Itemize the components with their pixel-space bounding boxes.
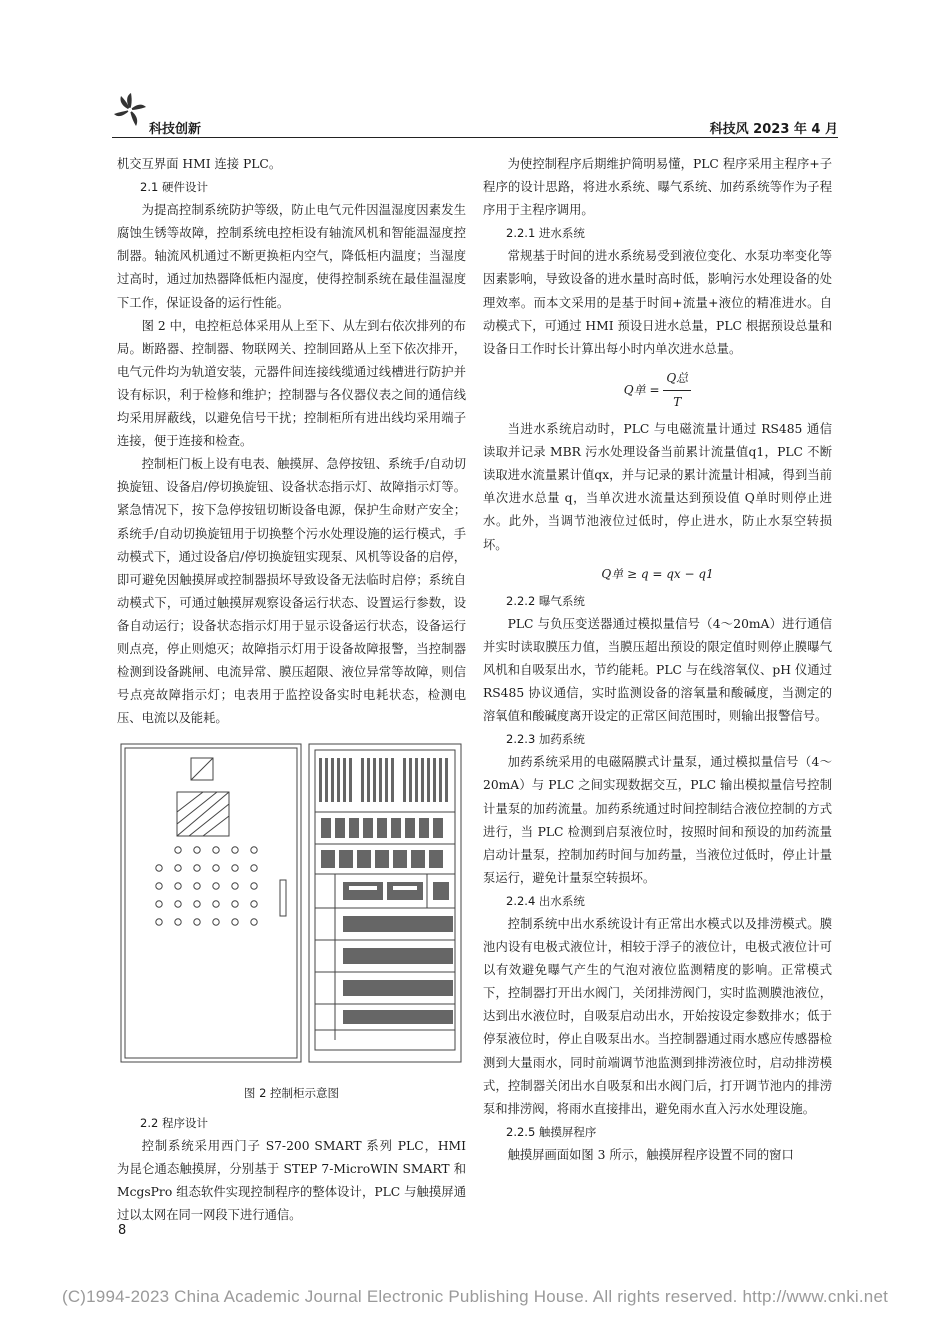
section-heading-2-2-2: 2.2.2 曝气系统 <box>506 593 585 608</box>
section-heading-2-2-4: 2.2.4 出水系统 <box>506 893 585 908</box>
paragraph: 为提高控制系统防护等级，防止电气元件因温湿度因素发生腐蚀生锈等故障，控制系统电控柜设有轴流风机和智能温湿度控制器。轴流风机通过不断更换柜内空气，降低柜内温度；当湿度过高时，通过加热器降低柜内湿度，使得控制系统在最佳温湿度下工作，保证设备的运行性能。 <box>117 203 466 310</box>
formula-numerator: Q总 <box>663 367 691 391</box>
formula-single-intake <box>483 367 832 414</box>
paragraph: 图 2 中，电控柜总体采用从上至下、从左到右依次排列的布局。断路器、控制器、物联网关、控制回路从上至下依次排开，电气元件均为轨道安装，元器件间连接线缆通过线槽进行防护并设有标识，利于检修和维护；控制器与各仪器仪表之间的通信线均采用屏蔽线，以避免信号干扰；控制柜所有进出线均采用端子连接，便于连接和检查。 <box>117 318 466 449</box>
journal-logo-icon <box>112 92 148 128</box>
control-cabinet-figure <box>117 740 466 1068</box>
figure-caption: 图 2 控制柜示意图 <box>243 1086 340 1101</box>
paragraph: PLC 与负压变送器通过模拟量信号（4～20mA）进行通信并实时读取膜压力值，当膜压超出预设的限定值时则停止膜曝气风机和自吸泵出水，节约能耗。PLC 与在线溶氧仪、pH 仪通过 RS485 协议通信，实时监测设备的溶氧量和酸碱度，当测定的溶氧值和酸碱度离开设定的正常区间范围时，则输出报警信号。 <box>483 616 832 724</box>
section-heading-2-2-1: 2.2.1 进水系统 <box>506 226 585 241</box>
paragraph: 当进水系统启动时，PLC 与电磁流量计通过 RS485 通信读取并记录 MBR 污水处理设备当前累计流量值q1，PLC 不断读取进水流量累计值qx，并与记录的累计流量计相减，得到当前单次进水总量 q，当单次进水流量达到预设值 Q单时则停止进水。此外，当调节池液位过低时，停止进水，防止水泵空转损坏。 <box>483 422 832 552</box>
section-heading-2-2-3: 2.2.3 加药系统 <box>506 732 585 747</box>
section-heading-2-2-5: 2.2.5 触摸屏程序 <box>506 1124 597 1139</box>
page-number: 8 <box>118 1223 127 1238</box>
formula-lhs: Q单 = <box>623 382 660 397</box>
right-column <box>483 153 832 1167</box>
copyright-footer: (C)1994-2023 China Academic Journal Electronic Publishing House. All rights reserved. http://www.cnki.net <box>61 1287 889 1306</box>
paragraph: 机交互界面 HMI 连接 PLC。 <box>117 157 282 171</box>
page-header <box>112 92 838 137</box>
formula-stop-condition: Q单 ≥ q = qx − q1 <box>601 566 714 581</box>
formula-fraction <box>663 367 691 414</box>
paragraph: 控制系统中出水系统设计有正常出水模式以及排涝模式。膜池内设有电极式液位计，相较于浮子的液位计，电极式液位计可以有效避免曝气产生的气泡对液位监测精度的影响。正常模式下，控制器打开出水阀门，关闭排涝阀门，实时监测膜池液位，达到出水液位时，自吸泵启动出水，开始按设定参数排水；低于停泵液位时，停止自吸泵出水。当控制器通过雨水感应传感器检测到大量雨水，同时前端调节池监测到排涝液位时，启动排涝模式，控制器关闭出水自吸泵和出水阀门后，打开调节池内的排涝泵和排涝阀，将雨水直接排出，避免雨水直入污水处理设施。 <box>483 917 832 1116</box>
paragraph: 加药系统采用的电磁隔膜式计量泵，通过模拟量信号（4～20mA）与 PLC 之间实现数据交互，PLC 输出模拟量信号控制计量泵的加药流量。加药系统通过时间控制结合液位控制的方式进行，当 PLC 检测到启泵液位时，按照时间和预设的加药流量启动计量泵，控制加药时间与加药量，当液位过低时，停止计量泵运行，避免计量泵空转损坏。 <box>483 755 832 885</box>
journal-issue-label: 科技风 2023 年 4 月 <box>709 122 838 137</box>
paragraph: 常规基于时间的进水系统易受到液位变化、水泵功率变化等因素影响，导致设备的进水量时高时低，影响污水处理设备的处理效率。而本文采用的是基于时间+流量+液位的精准进水。自动模式下，可通过 HMI 预设日进水总量，PLC 根据预设总量和设备日工作时长计算出每小时内单次进水总量。 <box>483 249 832 356</box>
paragraph: 为使控制程序后期维护简明易懂，PLC 程序采用主程序+子程序的设计思路，将进水系统、曝气系统、加药系统等作为子程序用于主程序调用。 <box>483 157 832 218</box>
journal-section-label: 科技创新 <box>149 122 202 137</box>
left-column <box>117 153 466 1227</box>
section-heading-2-2: 2.2 程序设计 <box>140 1115 208 1130</box>
section-heading-2-1: 2.1 硬件设计 <box>140 180 208 195</box>
header-divider <box>112 137 838 138</box>
paragraph: 控制柜门板上设有电表、触摸屏、急停按钮、系统手/自动切换旋钮、设备启/停切换旋钮、设备状态指示灯、故障指示灯等。紧急情况下，按下急停按钮切断设备电源，保护生命财产安全；系统手/自动切换旋钮用于切换整个污水处理设施的运行模式，手动模式下，通过设备启/停切换旋钮实现泵、风机等设备的启停，即可避免因触摸屏或控制器损坏导致设备无法临时启停；系统自动模式下，可通过触摸屏观察设备运行状态、设置运行参数，设备自动运行；设备状态指示灯用于显示设备运行状态，设备运行则点亮，停止则熄灭；故障指示灯用于设备故障报警，当控制器检测到设备跳闸、电流异常、膜压超限、液位异常等故障，则信号点亮故障指示灯；电表用于监控设备实时电耗状态，检测电压、电流以及能耗。 <box>117 457 466 726</box>
paragraph: 控制系统采用西门子 S7-200 SMART 系列 PLC，HMI 为昆仑通态触摸屏，分别基于 STEP 7-MicroWIN SMART 和 McgsPro 组态软件实现控制程序的整体设计，PLC 与触摸屏通过以太网在同一网段下进行通信。 <box>117 1138 466 1222</box>
paragraph: 触摸屏画面如图 3 所示，触摸屏程序设置不同的窗口 <box>507 1147 794 1162</box>
formula-denominator: T <box>673 394 682 409</box>
